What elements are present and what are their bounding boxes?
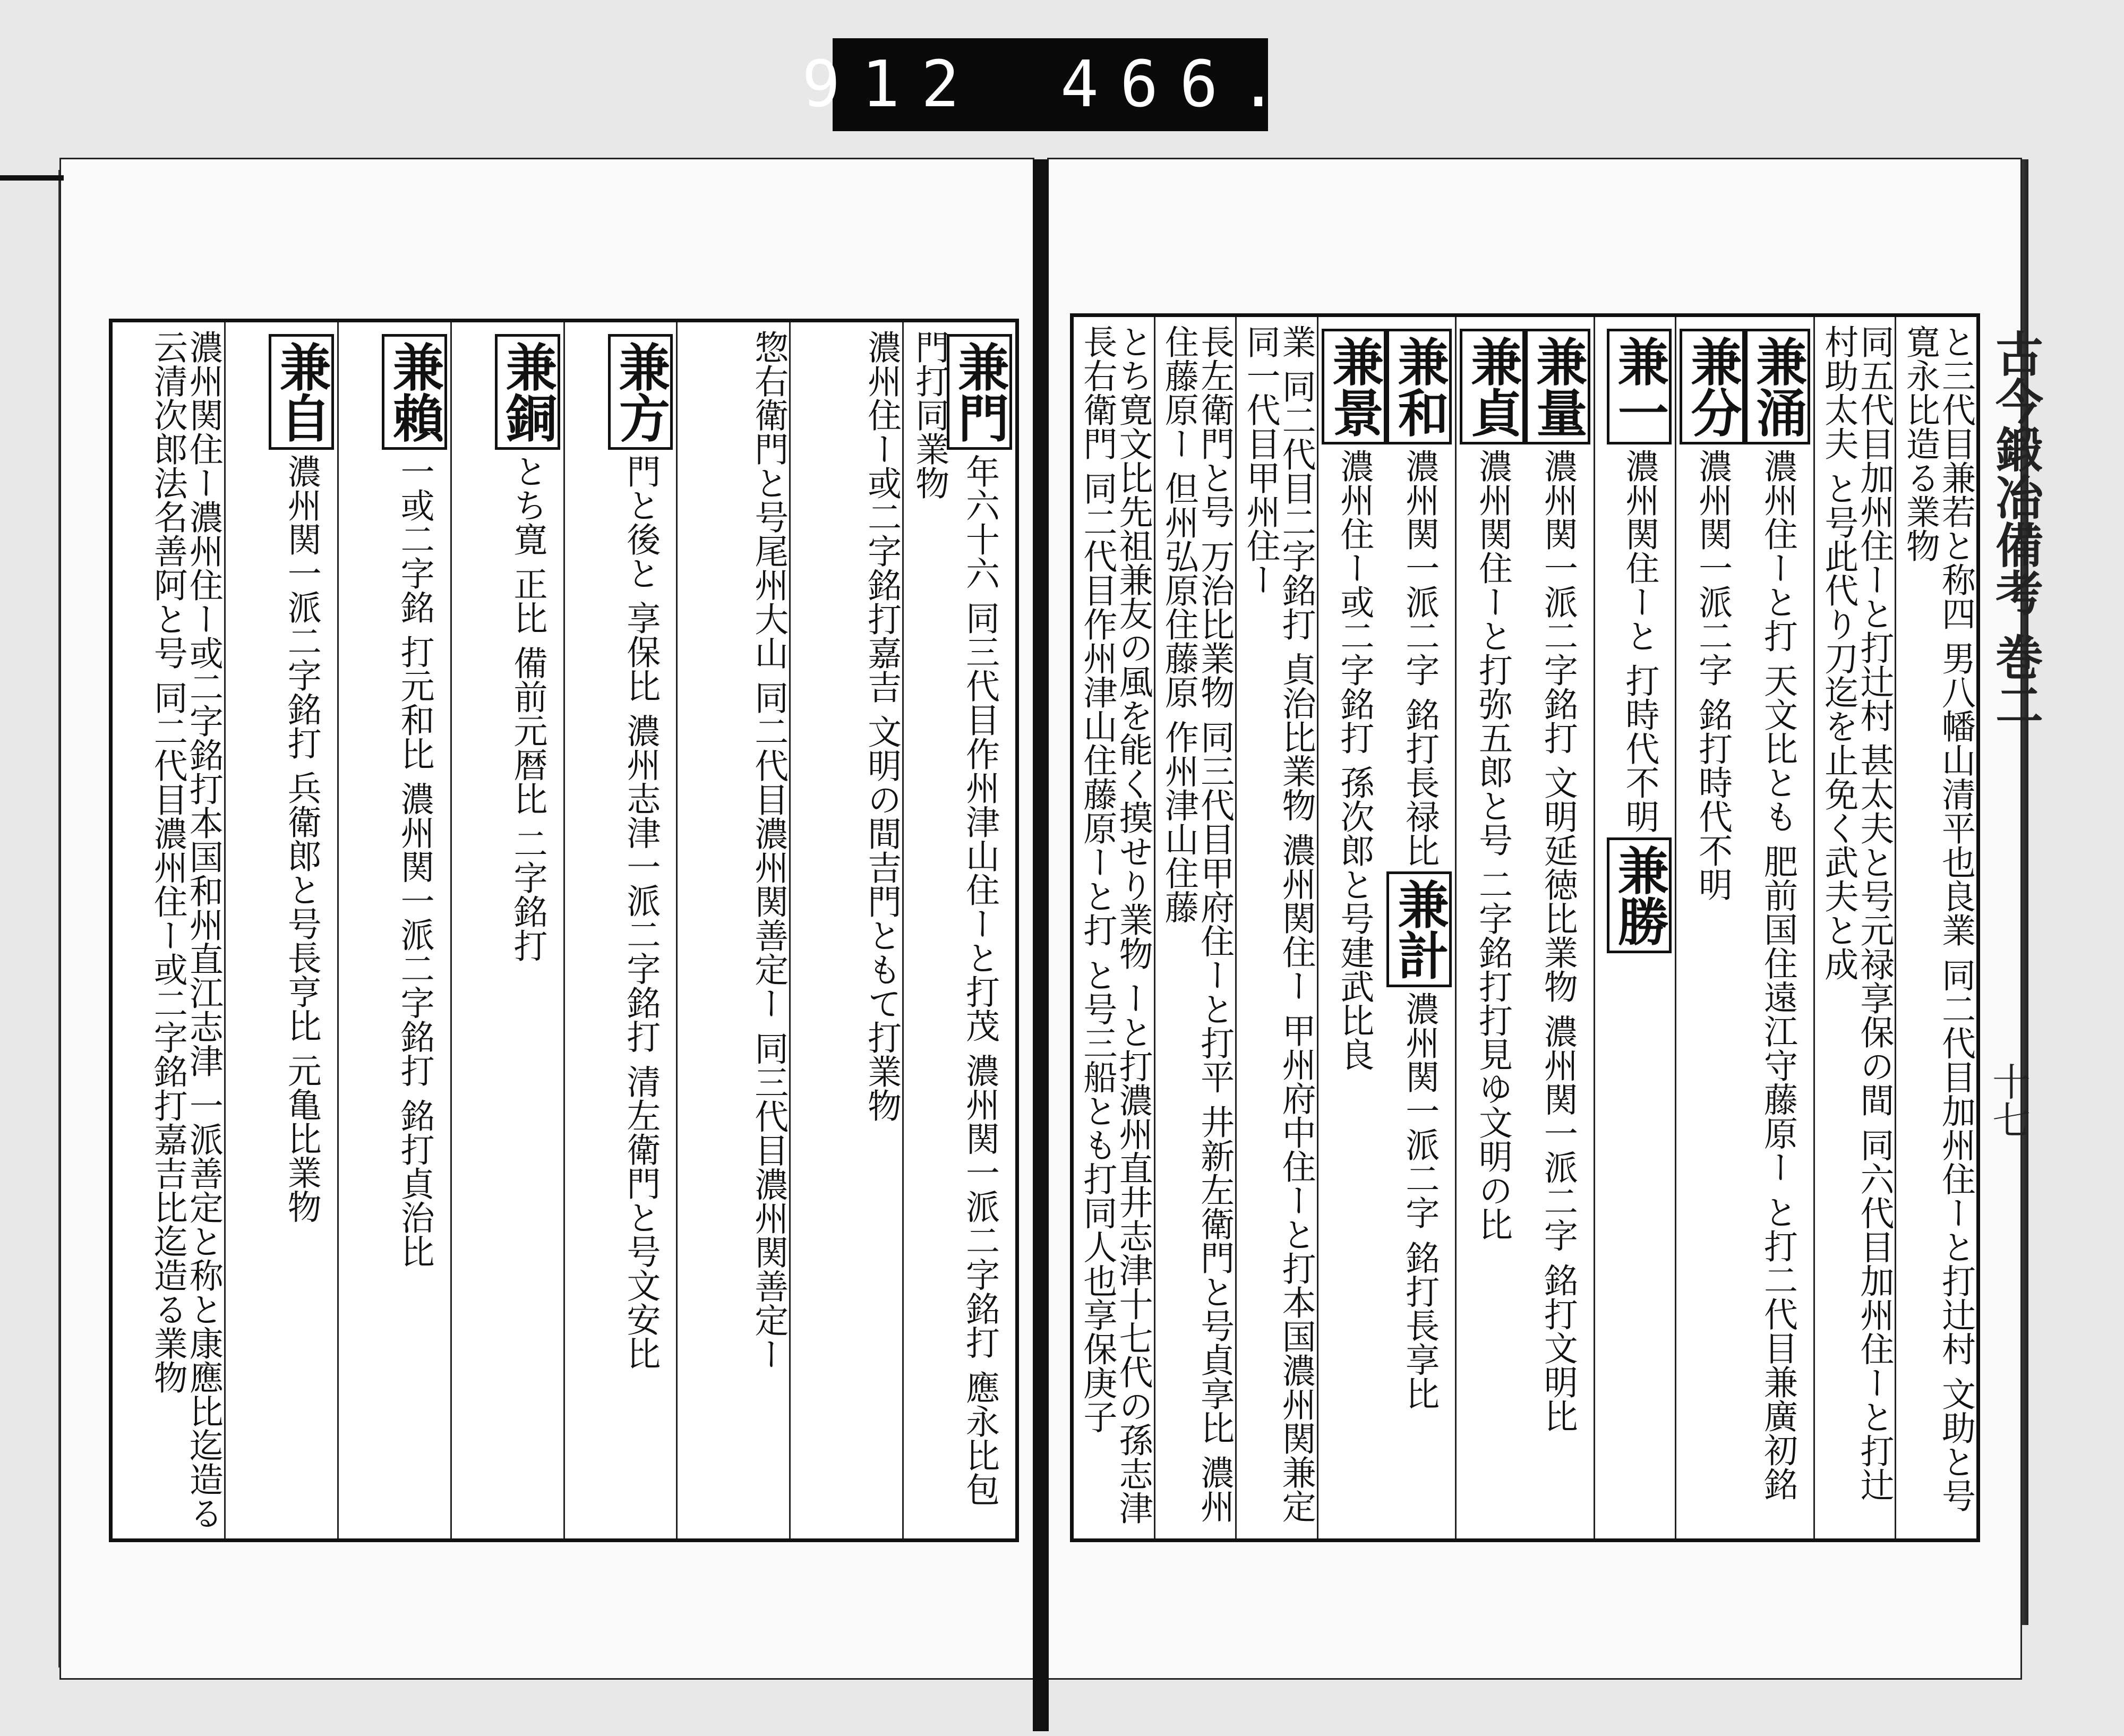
entry-text: 濃州関住ー濃州住ー或二字銘打本国和州直江志津 一派善定と称と康應比迄造る云清次郎法名善阿と号 同二代目濃州住ー或二字銘打嘉吉比迄造る業物	[148, 330, 223, 1530]
right-folio: 十七	[1986, 1062, 2031, 1139]
entry-text: 濃州関一派二字 銘打長享比	[1400, 991, 1440, 1410]
entry-heading: 兼勝	[1607, 837, 1672, 953]
call-number-left: 912	[802, 48, 981, 122]
entry-heading: 兼銅	[495, 334, 560, 450]
text-column	[1235, 317, 1317, 1538]
call-number-right: 466.	[1060, 48, 1299, 122]
entry-heading: 兼賴	[382, 334, 447, 450]
text-column	[1455, 317, 1594, 1538]
entry-text: 濃州関一派二字 銘打長禄比	[1400, 449, 1440, 868]
entry-text: 濃州関一派二字銘打 文明延徳比業物 濃州関一派二字 銘打文明比	[1538, 449, 1578, 1433]
entry-text: 年六十六 同三代目作州津山住ーと打茂 濃州関一派二字銘打 應永比包門打同業物	[910, 330, 999, 1507]
text-column	[337, 322, 450, 1538]
text-column	[113, 322, 224, 1538]
entry-text: 濃州関一派二字銘打 兵衛郎と号長亨比 元亀比業物	[281, 454, 321, 1224]
entry-text: 濃州関住ーと打弥五郎と号 二字銘打打見ゆ文明の比	[1473, 449, 1513, 1242]
call-number-label	[802, 38, 1299, 131]
book-spine	[1033, 159, 1049, 1731]
entry-text: 業 同二代目二字銘打 貞治比業物 濃州関住ー 甲州府中住ーと打本国濃州関兼定 同一代目甲州住ー	[1240, 324, 1316, 1524]
text-column	[563, 322, 676, 1538]
entry-heading: 兼分	[1680, 329, 1745, 444]
entry-heading: 兼和	[1386, 329, 1452, 444]
text-column	[1813, 317, 1895, 1538]
entry-heading: 兼計	[1386, 871, 1452, 987]
entry-heading: 兼方	[608, 334, 673, 450]
entry-text: 濃州住ー或二字銘打嘉吉 文明の間吉門ともて打業物	[862, 330, 902, 1123]
text-column	[1154, 317, 1236, 1538]
entry-heading: 兼貞	[1460, 329, 1525, 444]
entry-text: 長左衛門と号 万治比業物 同三代目甲府住ーと打平 井新左衛門と号貞享比 濃州住藤原ー 但州弘原住藤原 作州津山住藤	[1159, 324, 1235, 1524]
entry-text: と三代目兼若と称四 男八幡山清平也良業 同二代目加州住ーと打辻村 文助と号寛永比造る業物	[1900, 324, 1975, 1513]
entry-text: とち寛文比先祖兼友の風を能く摸せり業物 ーと打濃州直井志津十七代の孫志津長右衛門 同二代目作州津山住藤原ーと打 と号三船とも打同人也享保庚子	[1077, 324, 1153, 1525]
entry-text: 濃州住ーと打 天文比とも 肥前国住遠江守藤原ー と打二代目兼廣初銘	[1758, 449, 1797, 1501]
entry-heading: 兼自	[269, 334, 334, 450]
entry-text: 濃州関一派二字 銘打時代不明	[1693, 449, 1733, 902]
text-column	[450, 322, 563, 1538]
text-column	[224, 322, 337, 1538]
text-column	[902, 322, 1015, 1538]
right-text-frame	[1070, 313, 1980, 1542]
text-column	[789, 322, 902, 1538]
entry-heading: 兼一	[1607, 329, 1672, 444]
entry-text: 門と後と 享保比 濃州志津一派二字銘打 清左衛門と号文安比	[621, 454, 661, 1371]
entry-heading: 兼涌	[1745, 329, 1810, 444]
entry-text: 濃州関住ーと 打時代不明	[1620, 449, 1659, 834]
text-column	[1594, 317, 1675, 1538]
entry-text: 惣右衛門と号尾州大山 同二代目濃州関善定ー 同三代目濃州関善定ー	[749, 330, 789, 1371]
entry-heading: 兼門	[947, 334, 1012, 450]
text-column	[1074, 317, 1154, 1538]
text-column	[1317, 317, 1455, 1538]
left-edge-line	[0, 175, 64, 181]
spine-marker	[1033, 159, 1049, 181]
entry-heading: 兼景	[1322, 329, 1387, 444]
text-column	[1675, 317, 1813, 1538]
entry-text: とち寛 正比 備前元暦比 二字銘打	[508, 454, 547, 963]
text-column	[676, 322, 789, 1538]
right-margin-title: 古今鍛冶備考 巻二	[1987, 329, 2043, 729]
text-column	[1895, 317, 1976, 1538]
entry-text: 濃州住ー或二字銘打 孫次郎と号建武比良	[1334, 449, 1374, 1072]
entry-heading: 兼量	[1525, 329, 1590, 444]
entry-text: 同五代目加州住ーと打辻村 甚太夫と号元禄享保の間 同六代目加州住ーと打辻村助太夫 と号此代り刀迄を止免く武夫と成	[1819, 324, 1894, 1502]
entry-text: 一或二字銘 打元和比 濃州関一派二字銘打 銘打貞治比	[395, 454, 434, 1269]
left-text-frame	[109, 319, 1019, 1542]
